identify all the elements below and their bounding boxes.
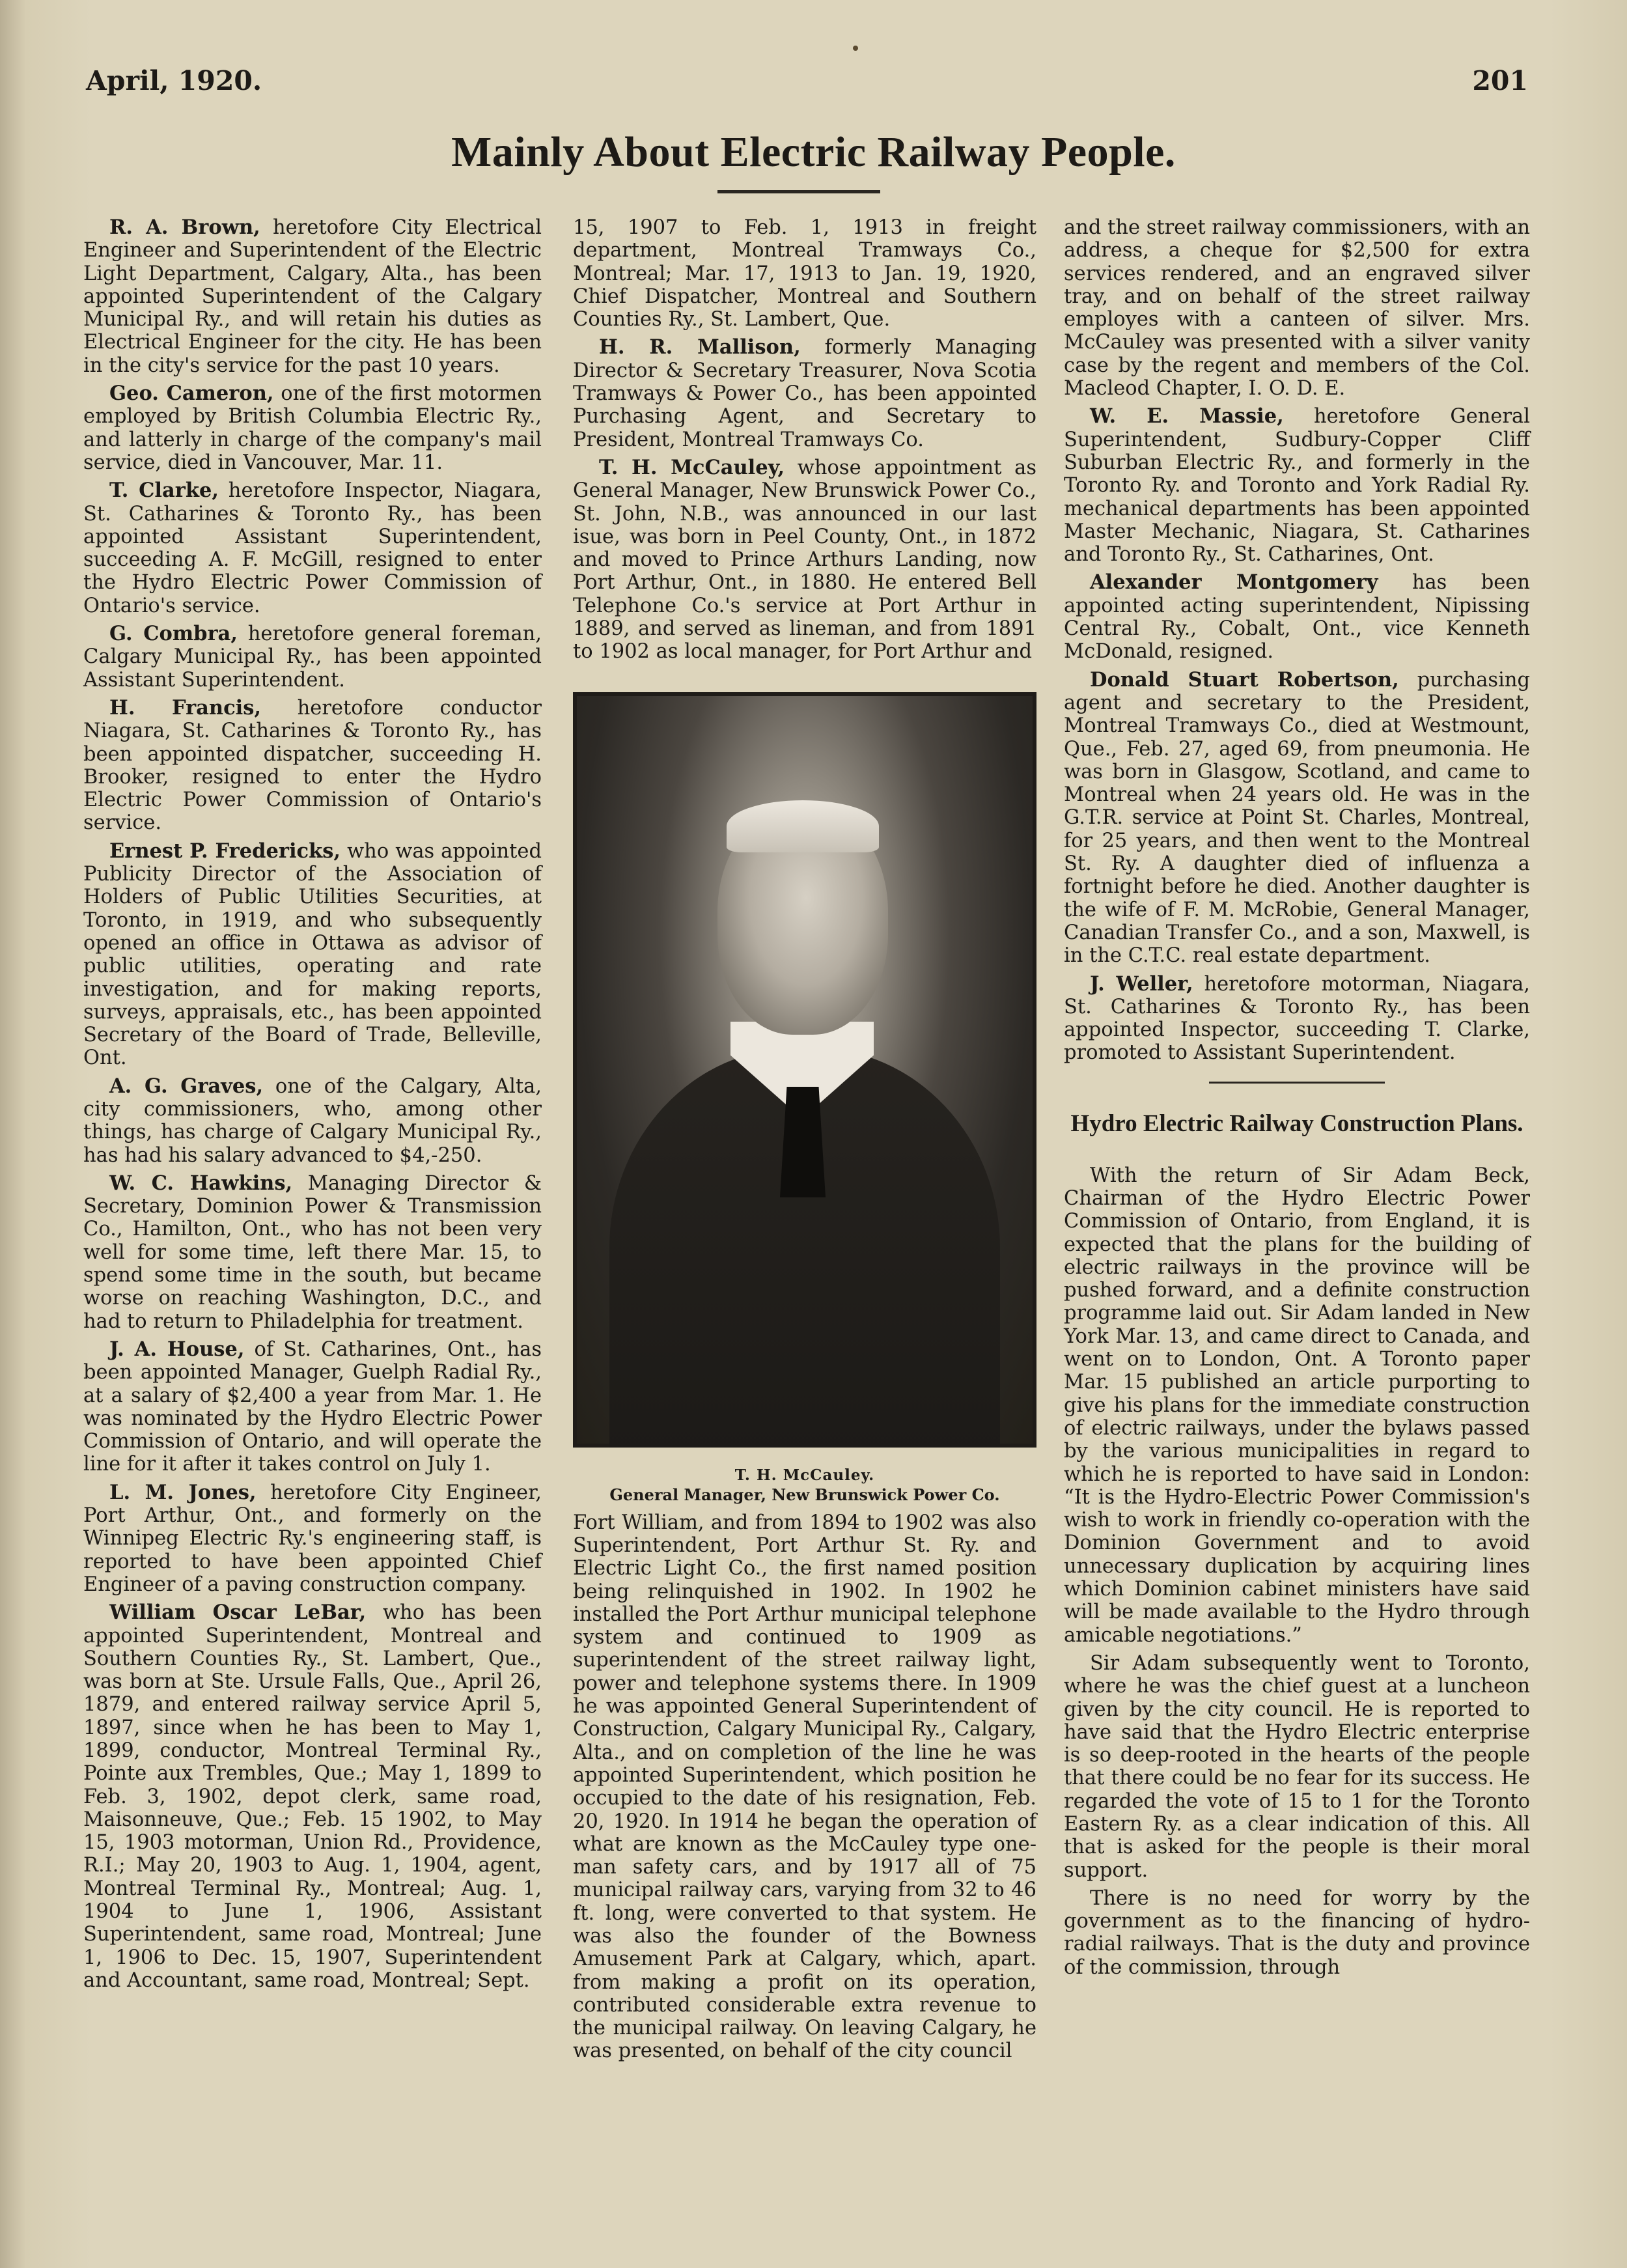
paragraph-text: heretofore City Engineer, Port Arthur, Ont., and formerly on the Winnipeg Electric Ry.'s engineering staff, is reported to have been appointed Chief Engineer of a paving construction company.	[83, 1481, 542, 1596]
paragraph	[1064, 405, 1530, 566]
paragraph-text: Sir Adam subsequently went to Toronto, where he was the chief guest at a luncheon given by the city council. He is reported to have said that the Hydro Electric enterprise is so deep-rooted in the hearts of the people that there could be no fear for its success. He regarded the vote of 15 to 1 for the Toronto Eastern Ry. as a clear indication of this. All that is asked for the people is their moral support.	[1064, 1651, 1530, 1882]
paragraph-text: Fort William, and from 1894 to 1902 was also Superintendent, Port Arthur St. Ry. and Electric Light Co., the first named position being relinquished in 1902. In 1902 he installed the Port Arthur municipal telephone system and continued to 1909 as superintendent of the street railway light, power and telephone systems there. In 1909 he was appointed General Superintendent of Construction, Calgary Municipal Ry., Calgary, Alta., and on completion of the line he was appointed Superintendent, which position he occupied to the date of his resignation, Feb. 20, 1920. In 1914 he began the operation of what are known as the McCauley type one-man safety cars, and by 1917 all of 75 municipal railway cars, varying from 32 to 46 ft. long, were converted to that system. He was also the founder of the Bowness Amusement Park at Calgary, which, apart. from making a profit on its operation, contributed considerable extra revenue to the municipal railway. On leaving Calgary, he was presented, on behalf of the city council	[573, 1511, 1036, 2063]
column-2-top	[573, 216, 1036, 664]
paragraph	[83, 1172, 542, 1333]
column-3	[1064, 216, 1530, 1984]
paragraph	[83, 840, 542, 1070]
paragraph-text: formerly Managing Director & Secretary Treasurer, Nova Scotia Tramways & Power Co., has been appointed Purchasing Agent, and Secretary to President, Montreal Tramways Co.	[573, 336, 1036, 451]
paragraph-text: There is no need for worry by the government as to the financing of hydro-radial railways. That is the duty and province of the commission, through	[1064, 1886, 1530, 1979]
paragraph-text: who has been appointed Superintendent, Montreal and Southern Counties Ry., St. Lambert, Que., was born at Ste. Ursule Falls, Que., April 26, 1879, and entered railway service April 5, 1897, since when he has been to May 1, 1899, conductor, Montreal Terminal Ry., Pointe aux Trembles, Que.; May 1, 1899 to Feb. 3, 1902, depot clerk, same road, Maisonneuve, Que.; Feb. 15 1902, to May 15, 1903 motorman, Union Rd., Providence, R.I.; May 20, 1903 to Aug. 1, 1904, agent, Montreal Terminal Ry., Montreal; Aug. 1, 1904 to June 1, 1906, Assistant Superintendent, same road, Montreal; June 1, 1906 to Dec. 15, 1907, Superintendent and Accountant, same road, Montreal; Sept.	[83, 1601, 542, 1992]
section-heading: Hydro Electric Railway Construction Plans.	[1070, 1110, 1523, 1137]
paragraph	[83, 1338, 542, 1476]
paragraph	[83, 216, 542, 377]
person-name: G. Combra,	[109, 622, 238, 646]
paragraph	[83, 623, 542, 692]
paragraph	[1064, 669, 1530, 968]
person-name: H. Francis,	[109, 695, 262, 720]
person-name: W. C. Hawkins,	[109, 1171, 293, 1195]
person-name: Donald Stuart Robertson,	[1090, 667, 1399, 692]
paragraph-text: heretofore conductor Niagara, St. Catharines & Toronto Ry., has been appointed dispatcher, succeeding H. Brooker, resigned to enter the Hydro Electric Power Commission of Ontario's service.	[83, 696, 542, 835]
paragraph-text: who was appointed Publicity Director of the Association of Holders of Public Utilities Securities, at Toronto, in 1919, and who subsequently opened an office in Ottawa as advisor of public utilities, operating and rate investigation, and for making reports, surveys, appraisals, etc., has been appointed Secretary of the Board of Trade, Belleville, Ont.	[83, 839, 542, 1070]
paragraph-text: 15, 1907 to Feb. 1, 1913 in freight department, Montreal Tramways Co., Montreal; Mar. 17, 1913 to Jan. 19, 1920, Chief Dispatcher, Montreal and Southern Counties Ry., St. Lambert, Que.	[573, 216, 1036, 331]
title-rule	[717, 190, 880, 193]
paragraph-text: With the return of Sir Adam Beck, Chairman of the Hydro Electric Power Commission of Ontario, from England, it is expected that the plans for the building of electric railways in the province will be pushed forward, and a definite construction programme laid out. Sir Adam landed in New York Mar. 13, and came direct to Canada, and went on to London, Ont. A Toronto paper Mar. 15 published an article purporting to give his plans for the immediate construction of electric railways, under the bylaws passed by the various municipalities in regard to which he is reported to have said in London: “It is the Hydro-Electric Power Commission's wish to work in friendly co-operation with the Dominion Government and to avoid unnecessary duplication by acquiring lines which Dominion cabinet ministers have said will be made available to the Hydro through amicable negotiations.”	[1064, 1164, 1530, 1647]
person-name: J. A. House,	[109, 1337, 245, 1361]
person-name: T. Clarke,	[109, 479, 219, 503]
paragraph-text: heretofore general foreman, Calgary Municipal Ry., has been appointed Assistant Superintendent.	[83, 623, 542, 692]
ink-speck	[853, 46, 858, 51]
column-1	[83, 216, 542, 1997]
person-name: William Oscar LeBar,	[109, 1601, 367, 1625]
paragraph-text: of St. Catharines, Ont., has been appointed Manager, Guelph Radial Ry., at a salary of $2,400 a year from Mar. 1. He was nominated by the Hydro Electric Power Commission of Ontario, and will operate the line for it after it takes control on July 1.	[83, 1337, 542, 1476]
paragraph	[1064, 973, 1530, 1065]
person-name: R. A. Brown,	[109, 216, 260, 239]
paragraph	[1064, 1164, 1530, 1647]
paragraph-text: one of the Calgary, Alta, city commissioners, who, among other things, has charge of Calgary Municipal Ry., has had his salary advanced to $4,-250.	[83, 1074, 542, 1167]
issue-date: April, 1920.	[86, 65, 262, 96]
person-name: W. E. Massie,	[1090, 404, 1284, 428]
article-title: Mainly About Electric Railway People.	[451, 128, 1176, 176]
paragraph	[573, 336, 1036, 451]
paragraph	[1064, 1652, 1530, 1882]
portrait-caption	[573, 1466, 1036, 1505]
paragraph-text: has been appointed acting superintendent, Nipissing Central Ry., Cobalt, Ont., vice Kenneth McDonald, resigned.	[1064, 571, 1530, 664]
person-name: L. M. Jones,	[109, 1480, 257, 1504]
paragraph	[83, 1601, 542, 1992]
person-name: Alexander Montgomery	[1090, 570, 1378, 595]
portrait-photo	[573, 692, 1036, 1448]
person-name: T. H. McCauley,	[599, 455, 785, 479]
paragraph-text: one of the first motormen employed by British Columbia Electric Ry., and latterly in charge of the company's mail service, died in Vancouver, Mar. 11.	[83, 382, 542, 474]
person-name: Ernest P. Fredericks,	[109, 839, 341, 863]
page-number: 201	[1472, 65, 1528, 96]
paragraph	[1064, 216, 1530, 400]
paragraph-text: and the street railway commissioners, with an address, a cheque for $2,500 for extra services rendered, and an engraved silver tray, and on behalf of the street railway employes with a canteen of silver. Mrs. McCauley was presented with a silver vanity case by the regent and members of the Col. Macleod Chapter, I. O. D. E.	[1064, 216, 1530, 400]
portrait-figure	[573, 692, 1036, 1505]
paragraph-text: heretofore Inspector, Niagara, St. Catharines & Toronto Ry., has been appointed Assistant Superintendent, succeeding A. F. McGill, resigned to enter the Hydro Electric Power Commission of Ontario's service.	[83, 479, 542, 617]
column-3-top	[1064, 216, 1530, 1065]
column-2	[573, 216, 1036, 2068]
column-3-bottom	[1064, 1164, 1530, 1979]
paragraph	[83, 382, 542, 474]
paragraph-text: Managing Director & Secretary, Dominion Power & Transmission Co., Hamilton, Ont., who has not been very well for some time, left there Mar. 15, to spend some time in the south, but became worse on reaching Washington, D.C., and had to return to Philadelphia for treatment.	[83, 1171, 542, 1333]
person-name: A. G. Graves,	[109, 1074, 264, 1098]
paragraph-text: heretofore motorman, Niagara, St. Catharines & Toronto Ry., has been appointed Inspector, succeeding T. Clarke, promoted to Assistant Superintendent.	[1064, 972, 1530, 1065]
paragraph	[83, 1075, 542, 1167]
paragraph-text: heretofore General Superintendent, Sudbury-Copper Cliff Suburban Electric Ry., and formerly in the Toronto Ry. and Toronto and York Radial Ry. mechanical departments has been appointed Master Mechanic, Niagara, St. Catharines and Toronto Ry., St. Catharines, Ont.	[1064, 405, 1530, 567]
paragraph	[573, 1511, 1036, 2063]
paragraph	[83, 479, 542, 617]
paragraph	[1064, 1887, 1530, 1979]
paragraph	[1064, 571, 1530, 663]
person-name: J. Weller,	[1090, 972, 1193, 996]
person-name: H. R. Mallison,	[599, 335, 801, 359]
paragraph-text: purchasing agent and secretary to the President, Montreal Tramways Co., died at Westmount, Que., Feb. 27, aged 69, from pneumonia. He was born in Glasgow, Scotland, and came to Montreal when 24 years old. He was in the G.T.R. service at Point St. Charles, Montreal, for 25 years, and then went to the Montreal St. Ry. A daughter died of influenza a fortnight before he died. Another daughter is the wife of F. M. McRobie, General Manager, Canadian Transfer Co., and a son, Maxwell, is in the C.T.C. real estate department.	[1064, 668, 1530, 968]
paragraph	[573, 456, 1036, 664]
paragraph	[573, 216, 1036, 331]
person-name: Geo. Cameron,	[109, 382, 274, 406]
caption-title: General Manager, New Brunswick Power Co.	[609, 1485, 1000, 1504]
paragraph	[83, 1481, 542, 1596]
paragraph-text: whose appointment as General Manager, New Brunswick Power Co., St. John, N.B., was announced in our last isue, was born in Peel County, Ont., in 1872 and moved to Prince Arthurs Landing, now Port Arthur, Ont., in 1880. He entered Bell Telephone Co.'s service at Port Arthur in 1889, and served as lineman, and from 1891 to 1902 as local manager, for Port Arthur and	[573, 456, 1037, 664]
column-2-bottom	[573, 1511, 1036, 2063]
caption-name: T. H. McCauley.	[734, 1466, 875, 1484]
paragraph	[83, 697, 542, 835]
paragraph-text: heretofore City Electrical Engineer and Superintendent of the Electric Light Department, Calgary, Alta., has been appointed Superintendent of the Calgary Municipal Ry., and will retain his duties as Electrical Engineer for the city. He has been in the city's service for the past 10 years.	[83, 216, 542, 377]
section-rule	[1209, 1082, 1385, 1084]
